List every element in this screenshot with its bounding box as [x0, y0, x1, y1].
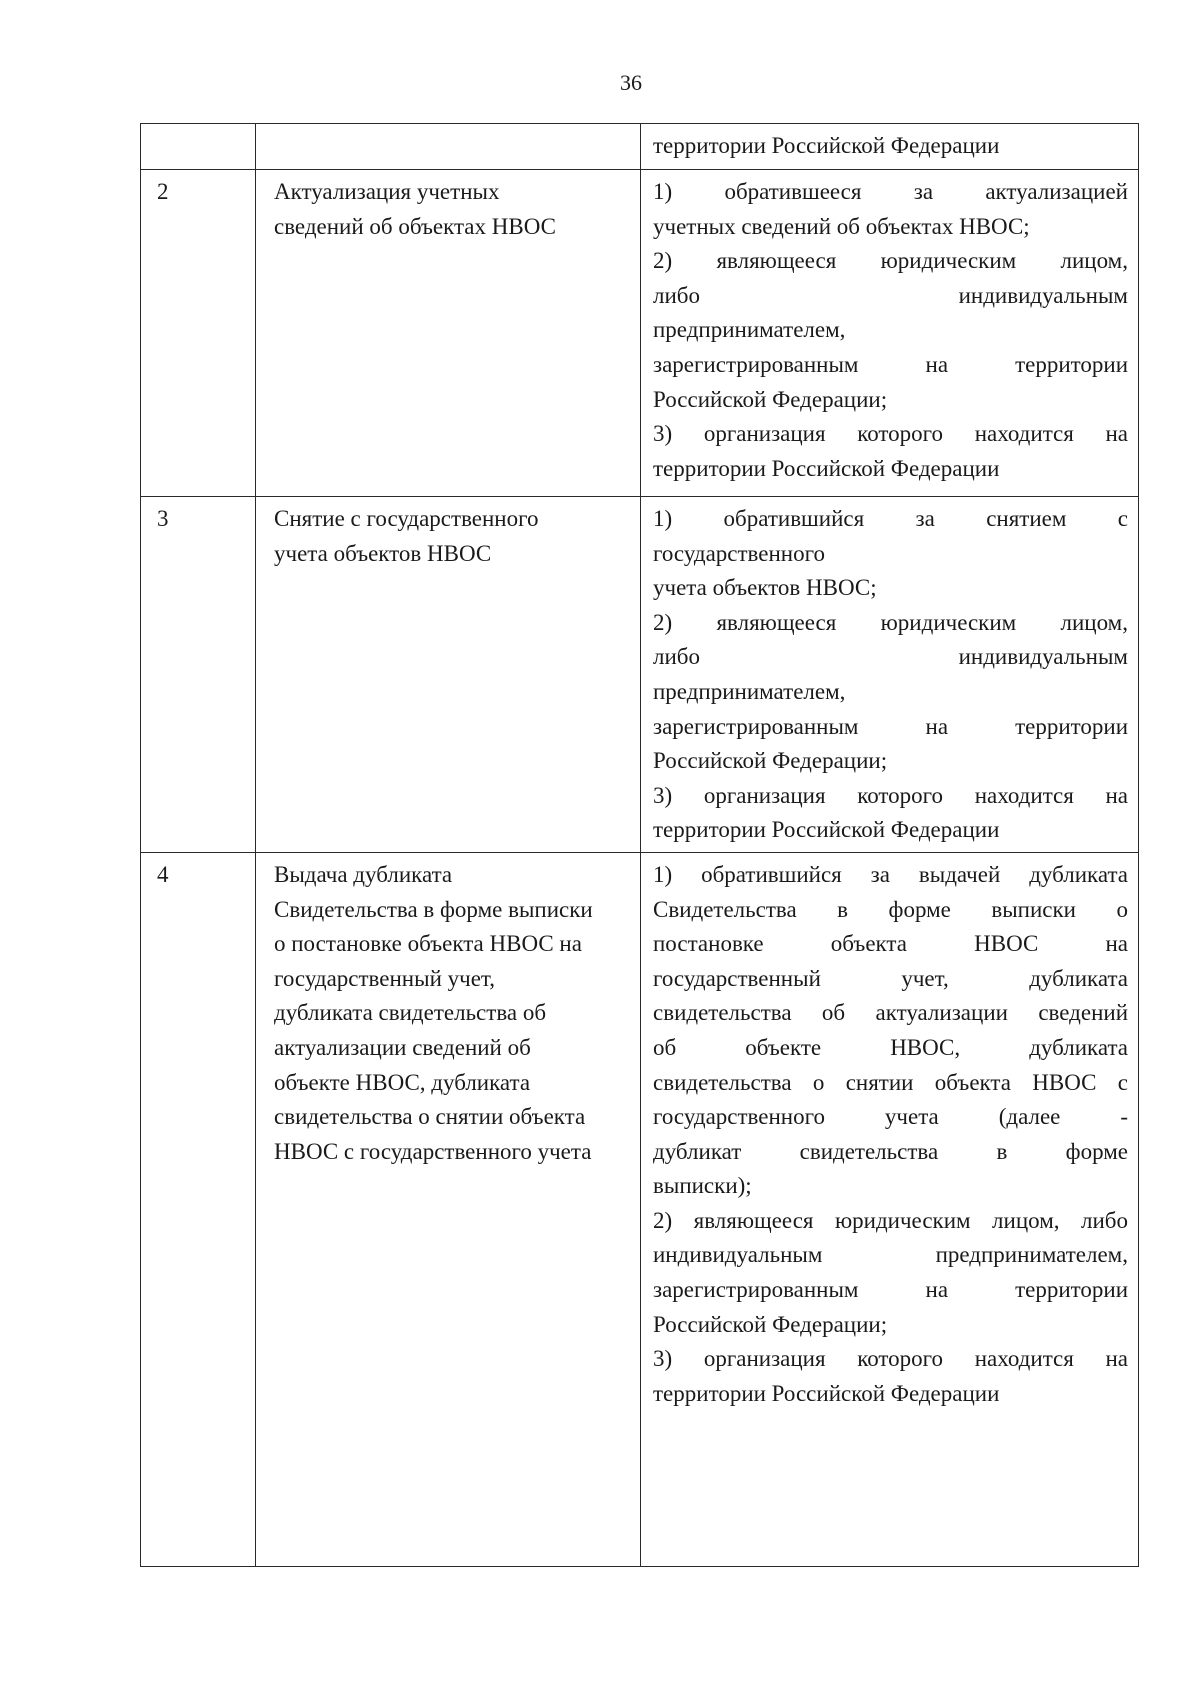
requirement-line: территории Российской Федерации: [653, 455, 1000, 481]
requirement-line: Российской Федерации;: [653, 748, 888, 774]
requirement-line: 2) являющееся юридическим лицом, либо: [653, 1207, 1128, 1233]
requirement-line: Российской Федерации;: [653, 386, 888, 412]
requirement-line: государственного учета (далее -: [653, 1104, 1128, 1130]
table-row: [141, 852, 1139, 1566]
requirement-line: выписки);: [653, 1173, 752, 1199]
requirement-line: учетных сведений об объектах НВОС;: [653, 213, 1030, 239]
row-number: 2: [141, 170, 256, 497]
requirement-line: зарегистрированным на территории: [653, 351, 1128, 377]
table-row: [141, 497, 1139, 853]
requirement-line: предпринимателем,: [653, 317, 846, 343]
requirement-line: 3) организация которого находится на: [653, 782, 1128, 808]
applicant-requirements: [641, 852, 1139, 1566]
service-name-line: Актуализация учетных: [274, 179, 500, 204]
table-row: [141, 170, 1139, 497]
service-name: [256, 124, 641, 170]
requirement-line: либо индивидуальным: [653, 282, 1128, 308]
requirement-line: 3) организация которого находится на: [653, 1346, 1128, 1372]
requirement-line: зарегистрированным на территории: [653, 713, 1128, 739]
requirement-line: государственного: [653, 540, 825, 566]
requirement-line: Российской Федерации;: [653, 1311, 888, 1337]
service-name-line: дубликата свидетельства об: [274, 1000, 547, 1026]
requirement-line: 2) являющееся юридическим лицом,: [653, 609, 1128, 635]
applicant-requirements: [641, 497, 1139, 853]
requirement-line: Свидетельства в форме выписки о: [653, 896, 1128, 922]
requirement-line: 1) обратившийся за снятием с: [653, 506, 1128, 531]
service-name-line: НВОС с государственного учета: [274, 1138, 592, 1164]
service-name-line: Выдача дубликата: [274, 861, 453, 887]
service-name-line: объекте НВОС, дубликата: [274, 1069, 531, 1095]
requirement-line: постановке объекта НВОС на: [653, 931, 1128, 957]
page-number: 36: [620, 70, 642, 95]
service-name-line: Снятие с государственного: [274, 506, 539, 531]
service-name-line: свидетельства о снятии объекта: [274, 1104, 586, 1130]
requirement-line: территории Российской Федерации: [653, 133, 1000, 158]
requirement-line: государственный учет, дубликата: [653, 965, 1128, 991]
row-number: [141, 124, 256, 170]
requirement-line: территории Российской Федерации: [653, 817, 1000, 843]
requirement-line: учета объектов НВОС;: [653, 575, 877, 601]
requirement-line: об объекте НВОС, дубликата: [653, 1034, 1128, 1060]
requirement-line: индивидуальным предпринимателем,: [653, 1242, 1128, 1268]
service-name-line: государственный учет,: [274, 965, 495, 991]
requirement-line: 1) обратившееся за актуализацией: [653, 179, 1128, 204]
service-name: [256, 497, 641, 853]
service-name-line: о постановке объекта НВОС на: [274, 931, 582, 957]
requirement-line: дубликат свидетельства в форме: [653, 1138, 1128, 1164]
applicant-requirements: [641, 124, 1139, 170]
requirement-line: 3) организация которого находится на: [653, 421, 1128, 447]
applicant-requirements: [641, 170, 1139, 497]
service-name: [256, 852, 641, 1566]
requirement-line: предпринимателем,: [653, 678, 846, 704]
service-name-line: Свидетельства в форме выписки: [274, 896, 593, 922]
service-name-line: учета объектов НВОС: [274, 540, 492, 566]
row-number: 3: [141, 497, 256, 853]
requirement-line: территории Российской Федерации: [653, 1380, 1000, 1406]
requirement-line: зарегистрированным на территории: [653, 1277, 1128, 1303]
service-name: [256, 170, 641, 497]
requirement-line: 2) являющееся юридическим лицом,: [653, 248, 1128, 274]
service-name-line: сведений об объектах НВОС: [274, 213, 556, 239]
requirement-line: свидетельства об актуализации сведений: [653, 1000, 1128, 1026]
row-number: 4: [141, 852, 256, 1566]
requirements-table: [140, 123, 1139, 1567]
table-row: [141, 124, 1139, 170]
requirement-line: 1) обратившийся за выдачей дубликата: [653, 861, 1128, 887]
requirement-line: либо индивидуальным: [653, 644, 1128, 670]
service-name-line: актуализации сведений об: [274, 1034, 531, 1060]
requirement-line: свидетельства о снятии объекта НВОС с: [653, 1069, 1128, 1095]
